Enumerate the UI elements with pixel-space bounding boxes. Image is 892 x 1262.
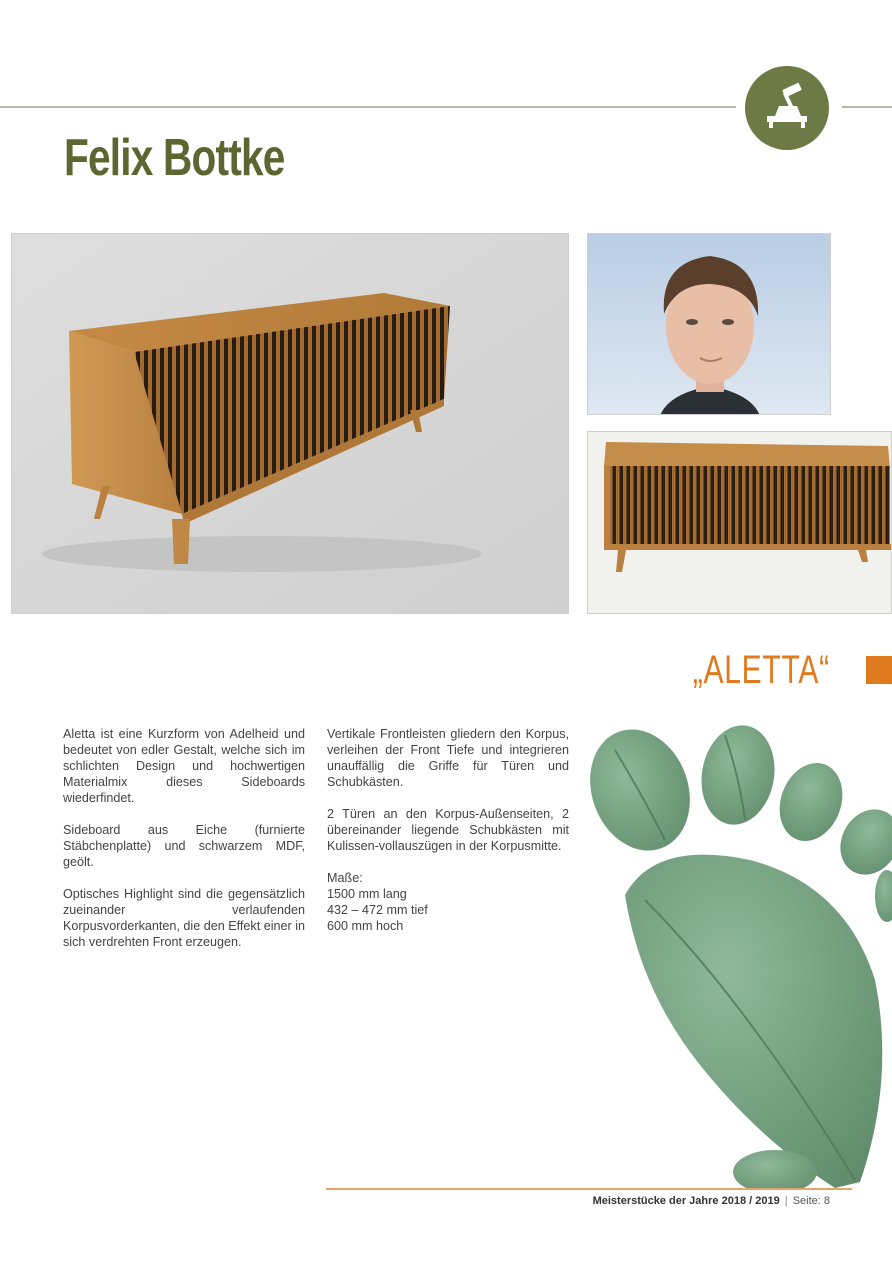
text-column-left	[63, 726, 305, 966]
footer-rule	[326, 1188, 852, 1190]
page-number: Seite: 8	[792, 1195, 830, 1207]
accent-square	[866, 656, 892, 684]
publication-title: Meisterstücke der Jahre 2018 / 2019	[592, 1195, 780, 1207]
page-title: Felix Bottke	[64, 129, 285, 187]
footer-separator: |	[784, 1195, 788, 1207]
leaf-footprint-icon	[585, 720, 892, 1190]
product-name: „ALETTA“	[692, 648, 830, 692]
dimensions	[327, 870, 569, 934]
paragraph: Aletta ist eine Kurzform von Adelheid und bedeutet von edler Gestalt, welche sich im schlichten Design und hochwertigen Materialmix dieses Sideboards wiederfindet.	[63, 727, 305, 805]
header-rule-right	[842, 106, 892, 108]
header-rule-left	[0, 106, 736, 108]
footer	[593, 1195, 830, 1207]
dimension-height: 600 mm hoch	[327, 919, 404, 933]
hammer-plane-icon	[745, 66, 829, 150]
text-column-right	[327, 726, 569, 950]
portrait-photo-icon	[587, 233, 831, 415]
paragraph: 2 Türen an den Korpus-Außenseiten, 2 übereinander liegende Schubkästen mit Kulissen-vollauszügen in der Korpusmitte.	[327, 807, 569, 853]
paragraph: Sideboard aus Eiche (furnierte Stäbchenplatte) und schwarzem MDF, geölt.	[63, 823, 305, 869]
paragraph: Optisches Highlight sind die gegensätzlich zueinander verlaufenden Korpusvorderkanten, die den Effekt einer in sich verdrehten Front erzeugen.	[63, 887, 305, 949]
dimension-depth: 432 – 472 mm tief	[327, 903, 428, 917]
dimension-length: 1500 mm lang	[327, 887, 407, 901]
dimensions-label: Maße:	[327, 871, 363, 885]
sideboard-photo-icon	[11, 233, 569, 614]
paragraph: Vertikale Frontleisten gliedern den Korpus, verleihen der Front Tiefe und integrieren unauffällig die Griffe für Türen und Schubkästen.	[327, 727, 569, 789]
sideboard-front-photo-icon	[587, 431, 892, 614]
